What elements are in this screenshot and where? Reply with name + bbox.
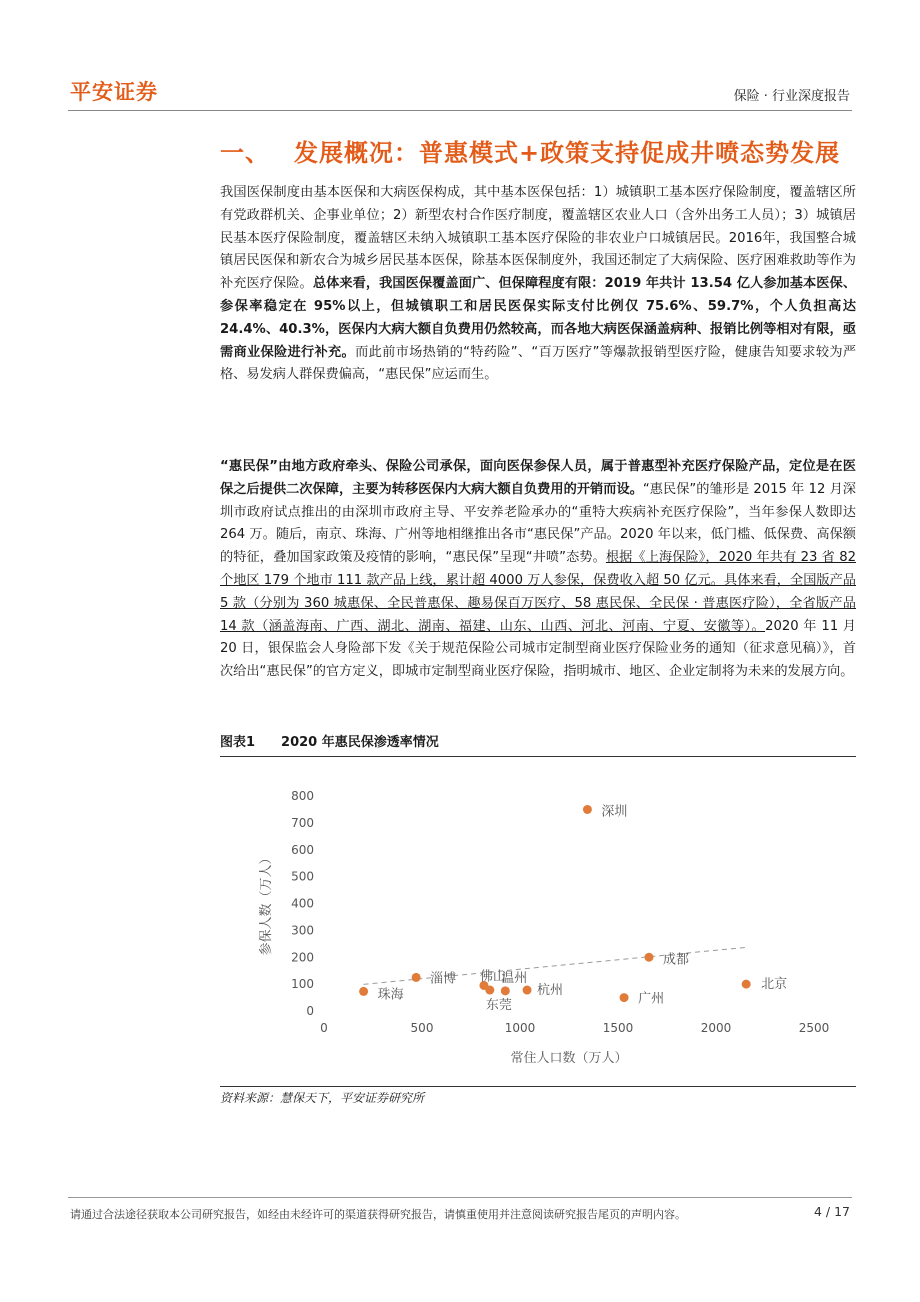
point-label: 成都 <box>662 952 689 968</box>
data-point <box>742 980 751 989</box>
header-divider <box>68 110 852 111</box>
data-point <box>583 805 592 814</box>
y-tick-label: 500 <box>291 869 314 884</box>
paragraph-huiminbao <box>220 456 856 684</box>
data-point <box>359 987 368 996</box>
y-tick-label: 200 <box>291 950 314 965</box>
x-tick-label: 1500 <box>602 1021 634 1035</box>
y-tick-label: 600 <box>291 842 314 857</box>
y-tick-label: 700 <box>291 815 314 830</box>
x-tick-label: 2000 <box>700 1021 732 1035</box>
figure-source: 资料来源：慧保天下，平安证券研究所 <box>220 1086 856 1106</box>
page-number: 4 / 17 <box>813 1204 850 1219</box>
figure-title-text: 2020 年惠民保渗透率情况 <box>281 735 439 750</box>
point-label: 温州 <box>501 970 528 986</box>
point-label: 佛山 <box>479 969 506 985</box>
point-label: 淄博 <box>430 971 457 987</box>
point-label: 杭州 <box>537 983 564 999</box>
point-label: 广州 <box>638 991 665 1007</box>
data-point <box>501 986 510 995</box>
report-type: 保险 · 行业深度报告 <box>733 89 850 104</box>
data-point <box>485 986 494 995</box>
company-logo: 平安证券 <box>70 80 158 104</box>
trend-line <box>364 947 749 987</box>
y-axis-label: 参保人数（万人） <box>259 851 274 956</box>
section-number: 一、 <box>220 139 270 167</box>
data-point <box>412 973 421 982</box>
point-label: 深圳 <box>601 804 628 820</box>
y-tick-label: 100 <box>291 977 314 992</box>
section-title <box>220 133 840 168</box>
point-label: 东莞 <box>485 998 512 1014</box>
scatter-chart <box>220 776 856 1076</box>
y-tick-label: 300 <box>291 923 314 938</box>
y-tick-label: 800 <box>291 789 314 803</box>
footer-disclaimer: 请通过合法途径获取本公司研究报告，如经由未经许可的渠道获得研究报告，请慎重使用并注意阅读研究报告尾页的声明内容。 <box>70 1208 686 1221</box>
point-label: 北京 <box>761 977 788 993</box>
y-tick-label: 400 <box>291 896 314 911</box>
section-title-text: 发展概况：普惠模式+政策支持促成井喷态势发展 <box>294 139 841 167</box>
point-label: 珠海 <box>377 987 404 1003</box>
huiminbao-text-2: 2020 年 11 月 20 日，银保监会人身险部下发《关于规范保险公司城市定制型商业医疗保险业务的通知（征求意见稿）》，首次给出“惠民保”的官方定义，即城市定制型商业医疗保险，指明城市、地区、企业定制将为未来的发展方向。 <box>220 618 856 680</box>
overview-text-2: 而此前市场热销的“特药险”、“百万医疗”等爆款报销型医疗险，健康告知要求较为严格、易发病人群保费偏高，“惠民保”应运而生。 <box>220 344 857 383</box>
data-point <box>644 953 653 962</box>
data-point <box>523 986 532 995</box>
x-tick-label: 2500 <box>798 1021 830 1035</box>
huiminbao-text-1: “惠民保”的雏形是 2015 年 12 月深圳市政府试点推出的由深圳市政府主导、平安养老险承办的“重特大疾病补充医疗保险”，当年参保人数即达 264 万。随后，南京、珠海、广州等地相继推出各市“惠民保”产品。2020 年以来，低门槛、低保费、高保额的特征，叠加国家政策及疫情的影响，“惠民保”呈现“井喷”态势。 <box>220 481 856 566</box>
overview-text-1: 我国医保制度由基本医保和大病医保构成，其中基本医保包括：1）城镇职工基本医疗保险制度，覆盖辖区所有党政群机关、企事业单位；2）新型农村合作医疗制度，覆盖辖区农业人口（含外出务工人员）；3）城镇居民基本医疗保险制度，覆盖辖区未纳入城镇职工基本医疗保险的非农业户口城镇居民。2016年，我国整合城镇居民医保和新农合为城乡居民基本医保，除基本医保制度外，我国还制定了大病保险、医疗困难救助等作为补充医疗保险。 <box>220 185 856 292</box>
y-tick-label: 0 <box>306 1004 314 1018</box>
figure-label: 图表1 <box>220 735 256 750</box>
chart-points <box>359 804 787 1013</box>
figure-title <box>220 731 856 757</box>
x-tick-label: 500 <box>410 1021 434 1035</box>
x-tick-label: 1000 <box>504 1021 536 1035</box>
paragraph-overview <box>220 182 856 387</box>
huiminbao-bold-text: “惠民保”由地方政府牵头、保险公司承保，面向医保参保人员，属于普惠型补充医疗保险产品，定位是在医保之后提供二次保障，主要为转移医保内大病大额自负费用的开销而设。 <box>220 459 856 497</box>
chart-axes <box>291 789 829 1035</box>
data-point <box>620 993 629 1002</box>
footer-divider <box>68 1197 852 1198</box>
x-tick-label: 0 <box>320 1021 328 1035</box>
x-axis-label: 常住人口数（万人） <box>510 1051 628 1066</box>
huiminbao-underlined-text: 根据《上海保险》，2020 年共有 23 省 82 个地区 179 个地市 111 款产品上线，累计超 4000 万人参保，保费收入超 50 亿元。具体来看，全国版产品 5 款（分别为 360 城惠保、全民普惠保、趣易保百万医疗、58 惠民保、全民保 · 普惠医疗险），全省版产品 14 款（涵盖海南、广西、湖北、湖南、福建、山东、山西、河北、河南、宁夏、安徽等）。 <box>220 550 856 634</box>
overview-bold-text: 总体来看，我国医保覆盖面广、但保障程度有限：2019 年共计 13.54 亿人参加基本医保、参保率稳定在 95%以上，但城镇职工和居民医保实际支付比例仅 75.6%、59.7%，个人负担高达 24.4%、40.3%，医保内大病大额自负费用仍然较高，而各地大病医保涵盖病种、报销比例等相对有限，亟需商业保险进行补充。 <box>220 276 857 360</box>
